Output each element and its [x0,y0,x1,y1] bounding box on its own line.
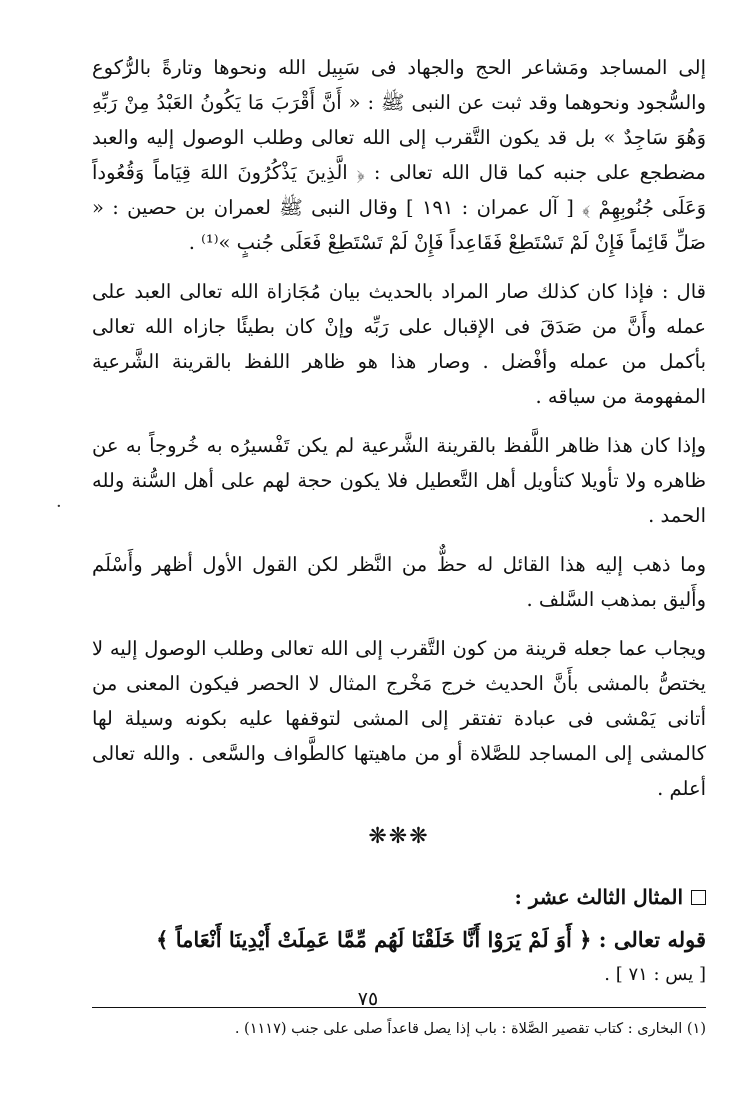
section-heading [92,879,706,915]
paragraph-5: ويجاب عما جعله قرينة من كون التَّقرب إلى الله تعالى وطلب الوصول إليه لا يختصُّ بالمشى بأَنَّ الحديث خرج مَخْرج المثال لا الحصر فيكون المعنى من أتانى يَمْشى فى عبادة تفتقر إلى المشى لتوقفها عليه بكونه وسيلة لها كالمشى إلى المساجد للصَّلاة أو من ماهيتها كالطَّواف والسَّعى . والله تعالى أعلم . [92,637,706,800]
quran-verse: قوله تعالى : ﴿ أَوَ لَمْ يَرَوْا أَنَّا خَلَقْنَا لَهُم مِّمَّا عَمِلَتْ أَيْدِينَا أَنْعَاماً ﴾ [156,927,706,952]
checkbox-square-icon [691,890,706,905]
paragraph-1: إلى المساجد ومَشاعر الحج والجهاد فى سَبِيل الله ونحوها وتارةً بالرُّكوع والسُّجود ونحوهما وقد ثبت عن النبى ﷺ : « أَنَّ أَقْرَبَ مَا يَكُونُ العَبْدُ مِنْ رَبِّهِ وَهُوَ سَاجِدٌ » بل قد يكون التَّقرب إلى الله تعالى وطلب الوصول إليه والعبد مضطجع على جنبه كما قال الله تعالى : ﴿ الَّذِينَ يَذْكُرُونَ اللهَ قِيَاماً وَقُعُوداً وَعَلَى جُنُوبِهِمْ ﴾ [ آل عمران : ١٩١ ] وقال النبى ﷺ لعمران بن حصين : « صَلِّ قَائِماً فَإِنْ لَمْ تَسْتَطِعْ فَقَاعِداً فَإِنْ لَمْ تَسْتَطِعْ فَعَلَى جُنبٍ »⁽¹⁾ . [92,56,707,254]
paragraph-2: قال : فإذا كان كذلك صار المراد بالحديث بيان مُجَازاة الله تعالى العبد على عمله وأَنَّ من صَدَقَ فى الإقبال على رَبِّه وإنْ كان بطيئًا جازاه الله تعالى بأكمل من عمله وأفْضل . وصار هذا هو ظاهر اللفظ بالقرينة الشَّرعية المفهومة من سياقه . [92,280,706,408]
page-number: ٧٥ [357,988,379,1010]
paragraph-3: وإذا كان هذا ظاهر اللَّفظ بالقرينة الشَّرعية لم يكن تَفْسيرُه به خُروجاً به عن ظاهره ولا تأويلا كتأويل أهل التَّعطيل فلا يكون حجة لهم على أهل السُّنة ولله الحمد . [92,434,706,527]
section-separator: ❋❋❋ [368,824,430,849]
section-heading-text: المثال الثالث عشر : [514,885,683,909]
footnote: (١) البخارى : كتاب تقصير الصَّلاة : باب إذا يصل قاعداً صلى على جنب (١١١٧) . [234,1021,706,1037]
paragraph-4: وما ذهب إليه هذا القائل له حظٌّ من النَّظر لكن القول الأول أظهر وأَسْلَم وأَليق بمذهب السَّلف . [92,553,706,611]
margin-mark: · [56,496,62,517]
verse-reference: [ يس : ٧١ ] . [604,964,706,985]
